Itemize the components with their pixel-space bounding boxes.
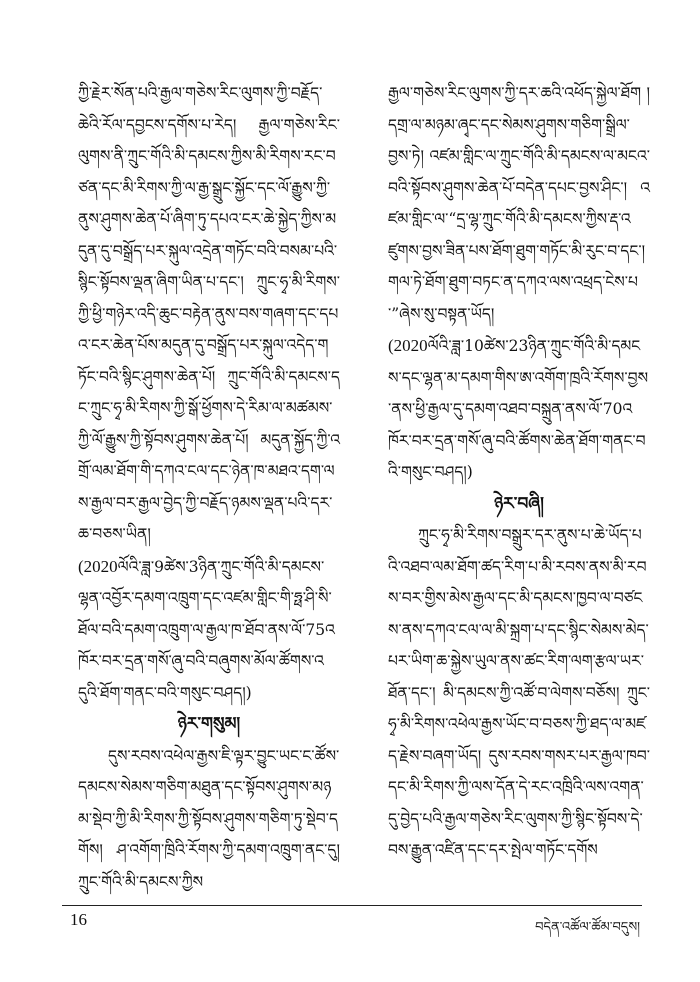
footer-divider: [62, 905, 642, 906]
page-number: 16: [70, 910, 87, 929]
note-text: ལོའི་ཟླ་9ཚེས་3ཉིན་ཀྲུང་གོའི་མི་དམངས་ལྷན་འབྱོར་དམག་འཁྲུག་དང་འཛམ་གླིང་གི་ཧྥ་ཤི་སི་ཐོལ་བའི་དམག་འཁྲུག་ལ་རྒྱལ་ཁ་ཐོབ་ནས་ལོ་75འཁོར་བར་དྲན་གསོ་ཞུ་བའི་བཞུགས་མོལ་ཚོགས་འདུའི་ཐོག་གནང་བའི་གསུང་བཤད།): [78, 557, 335, 702]
section-heading: ཉེར་བཞི།: [494, 493, 544, 514]
left-column: [78, 78, 340, 898]
note-text: ལོའི་ཟླ་10ཚེས་23ཉིན་ཀྲུང་གོའི་མི་དམངས་དང་ལྷན་མ་དམག་གིས་ཨ་འགོག་ཁྲའི་རོགས་བྱས་ནས་ཕྱི་རྒྱལ་དུ་དམག་འཐབ་བསྐྲུན་ནས་ལོ་70འཁོར་བར་དྲན་གསོ་ཞུ་བའི་ཚོགས་ཆེན་ཐོག་གནང་བའི་གསུང་བཤད།): [388, 337, 649, 481]
right-column: [388, 78, 650, 867]
body-paragraph: ཀྱི་རྗེར་སོན་པའི་རྒྱལ་གཅེས་རིང་ལུགས་ཀྱི་བརྗོད་ཆེའི་རོལ་དབྱངས་དགོས་པ་རེད། རྒྱལ་གཅེས་རིང་ལུགས་ནི་ཀྲུང་གོའི་མི་དམངས་ཀྱིས་མི་རིགས་རང་བཙན་དང་མི་རིགས་ཀྱི་ལ་རྒྱ་སྒྲུང་སྐྱོང་དང་ལོ་རྒྱུས་ཀྱི་ནུས་ཤུགས་ཆེན་པོ་ཞིག་ཏུ་དཔའ་ངར་ཆེ་སྐྱེད་ཀྱིས་མདུན་དུ་བསྒྲོད་པར་སྐུལ་འདྲེན་གཏོང་བའི་བསམ་པའི་སྙིང་སྟོབས་ལྡན་ཞིག་ཡིན་པ་དང་། ཀྲུང་ཧྭ་མི་རིགས་ཀྱི་ཕྱི་གཉེར་འདི་ཆུང་བརྟེན་ནུས་བས་གཞག་དང་དཔའ་ངར་ཆེན་པོས་མདུན་དུ་བསྒྲོད་པར་སྐུལ་འདེད་གཏོང་བའི་སྙིང་ཤུགས་ཆེན་པོ། ཀྲུང་གོའི་མི་དམངས་དང་ཀྲུང་ཧྭ་མི་རིགས་ཀྱི་སྒོ་ཕྱོགས་དེ་རིམ་ལ་མཚམས་ཀྱི་ལོ་རྒྱུས་ཀྱི་སྟོབས་ཤུགས་ཆེན་པོ། མདུན་སྐྱོད་ཀྱི་འགྲོ་ལམ་ཐོག་གི་དཀའ་ངལ་དང་ཉེན་ཁ་མཐའ་དག་ལས་རྒྱལ་བར་རྒྱལ་བྱེད་ཀྱི་བརྗོད་ཉམས་ལྡན་པའི་དར་ཆ་བཅས་ཡིན།: [78, 84, 340, 543]
speech-source-note: [78, 551, 340, 710]
section-heading: ཉེར་གསུམ།: [177, 714, 241, 734]
speech-source-note: [388, 330, 650, 489]
note-date-lead: (2020: [78, 556, 118, 576]
note-date-lead: (2020: [388, 336, 428, 355]
body-paragraph: རྒྱལ་གཅེས་རིང་ལུགས་ཀྱི་དར་ཆའི་འཕོད་སྐྱེལ་ཐོག །དགྲ་ལ་མཉམ་ཞྭང་དང་སེམས་ཤུགས་གཅིག་སྒྲིལ་བྱས་ཏེ། འཛམ་གླིང་ལ་ཀྲུང་གོའི་མི་དམངས་ལ་མངའ་བའི་སྟོབས་ཤུགས་ཆེན་པོ་བདེན་དཔང་བྱས་ཤིང་། འཛམ་གླིང་ལ་“དྲ་ལྷ་ཀྲུང་གོའི་མི་དམངས་ཀྱིས་རྡ་འཛུགས་བྱས་ཟིན་པས་ཐོག་ཐུག་གཏོང་མི་རུང་བ་དང་། གལ་ཏེ་ཐོག་ཐུག་བཏང་ན་དཀའ་ལས་འཕྲད་ངེས་པ་”ཞེས་སུ་བསྟན་ཡོད།: [388, 84, 650, 323]
body-paragraph: དུས་རབས་འཕེལ་རྒྱས་ཇི་ལྟར་བྱུང་ཡང་ང་ཚོས་དམངས་སེམས་གཅིག་མཐུན་དང་སྟོབས་ཤུགས་མཉམ་སྡེབ་ཀྱི་མི་རིགས་ཀྱི་སྟོབས་ཤུགས་གཅིག་ཏུ་སྡེབ་དགོས། ཤ་འགོག་ཁྲིའི་རོགས་ཀྱི་དམག་འཁྲུག་ནང་དུ། ཀྲུང་གོའི་མི་དམངས་ཀྱིས: [78, 746, 340, 891]
running-title: བདེན་འཚོལ་ཚོམ་བདུས།: [535, 920, 640, 935]
body-paragraph: ཀྲུང་ཧྭ་མི་རིགས་བསྒྲུར་དར་ནུས་པ་ཆེ་ཡོད་པའི་འཐབ་ལམ་ཐོག་ཚད་རིག་པ་མི་རབས་ནས་མི་རབས་བར་གྱིས་མེས་རྒྱལ་དང་མི་དམངས་ཁྱབ་ལ་བཙངས་ནས་དཀའ་ངལ་ལ་མི་སྐྲག་པ་དང་སྙིང་སེམས་མེད་པར་ཡིག་ཆ་སྐྱེས་ཡུལ་ནས་ཚང་རིག་ལག་རྩལ་ཡར་ཐོན་དང་། མི་དམངས་ཀྱི་འཚོ་བ་ལེགས་བཅོས། ཀྲུང་ཧྭ་མི་རིགས་འཕེལ་རྒྱས་ཡོང་བ་བཅས་ཀྱི་ཐད་ལ་མཛད་རྗེས་བཞག་ཡོད། དུས་རབས་གསར་པར་རྒྱལ་ཁབ་དང་མི་རིགས་ཀྱི་ལས་དོན་དེ་རང་འཁྲིའི་ལས་འགན་དུ་བྱེད་པའི་རྒྱལ་གཅེས་རིང་ལུགས་ཀྱི་སྙིང་སྟོབས་དེ་བས་རྒྱུན་འཛིན་དང་དར་སྤེལ་གཏོང་དགོས: [388, 526, 650, 859]
